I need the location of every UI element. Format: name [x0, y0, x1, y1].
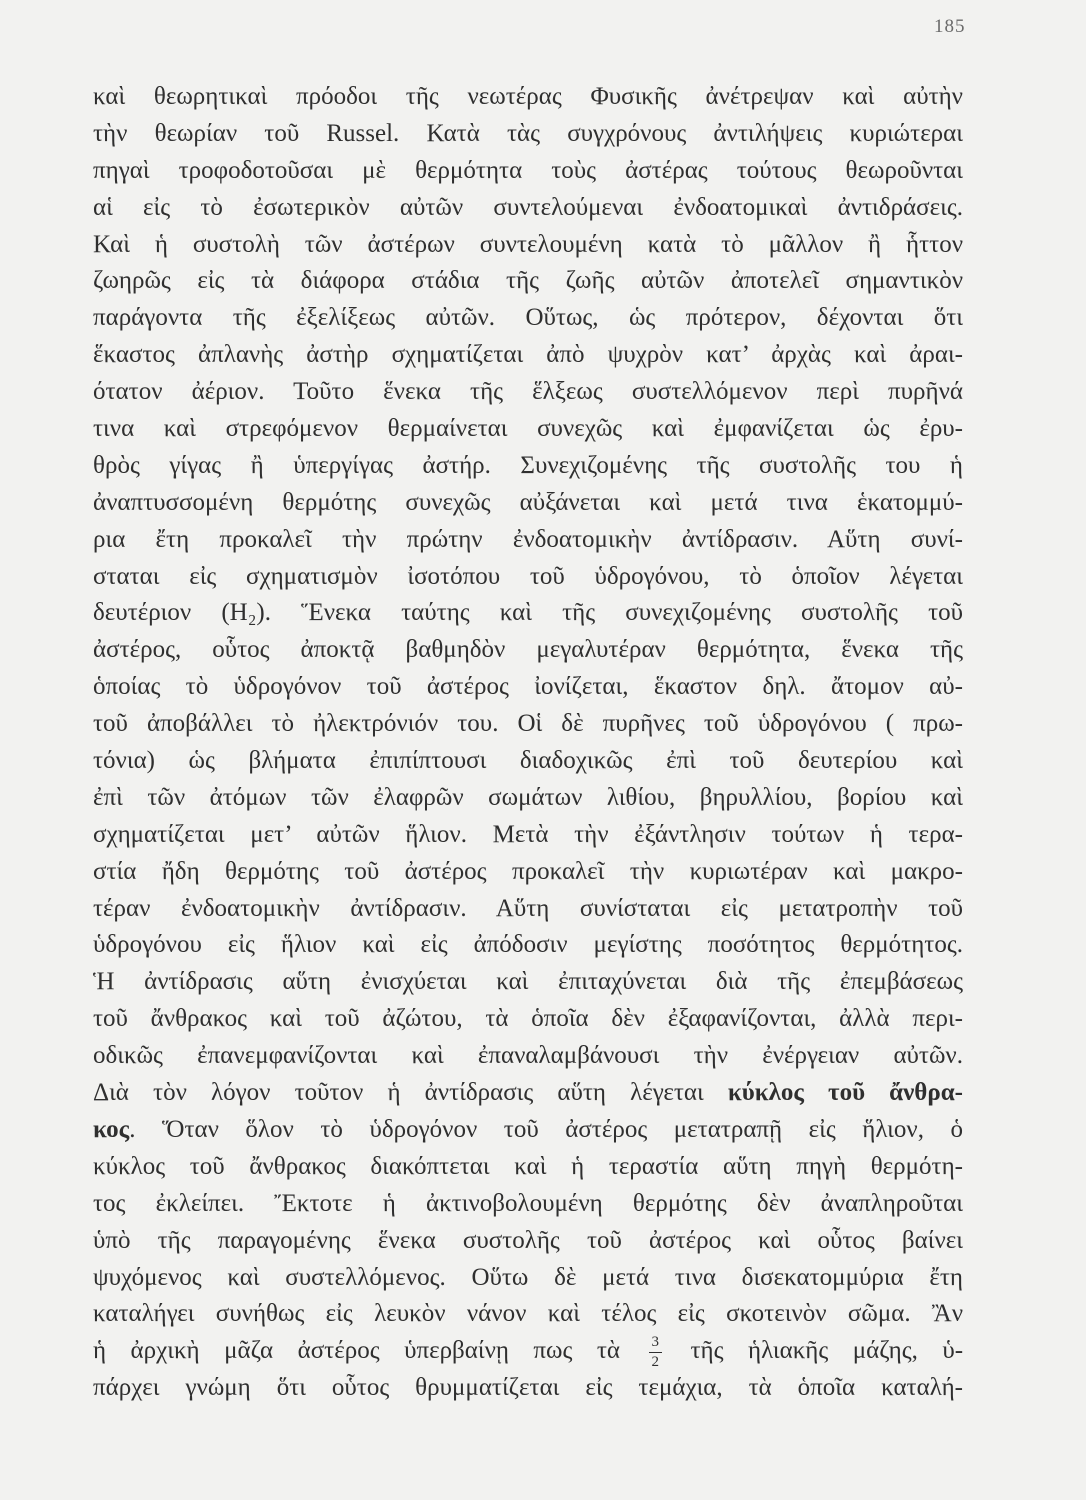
text-line: τέραν ἐνδοατομικὴν ἀντίδρασιν. Αὕτη συνίσταται εἰς μετατροπὴν τοῦ: [93, 894, 963, 922]
text-line: τοῦ ἄνθρακος καὶ τοῦ ἀζώτου, τὰ ὁποῖα δὲν ἐξαφανίζονται, ἀλλὰ περι-: [93, 1005, 963, 1033]
text-segment: τῆς ἡλιακῆς μάζης, ὑ-: [690, 1337, 964, 1365]
text-line: ὑδρογόνου εἰς ἥλιον καὶ εἰς ἀπόδοσιν μεγίστης ποσότητος θερμότητος.: [93, 931, 963, 959]
text-line: ότατον ἀέριον. Τοῦτο ἕνεκα τῆς ἕλξεως συστελλόμενον περὶ πυρῆνά: [93, 378, 963, 406]
text-line: τος ἐκλείπει. Ἔκτοτε ἡ ἀκτινοβολουμένη θερμότης δὲν ἀναπληροῦται: [93, 1189, 963, 1217]
text-line: ψυχόμενος καὶ συστελλόμενος. Οὕτω δὲ μετά τινα δισεκατομμύρια ἔτη: [93, 1263, 963, 1291]
text-line: καὶ θεωρητικαὶ πρόοδοι τῆς νεωτέρας Φυσικῆς ἀνέτρεψαν καὶ αὐτὴν: [93, 83, 963, 110]
bold-term: κος: [93, 1115, 130, 1143]
text-line: σταται εἰς σχηματισμὸν ἰσοτόπου τοῦ ὑδρογόνου, τὸ ὁποῖον λέγεται: [93, 562, 963, 590]
page-body-text: [93, 79, 963, 1407]
text-line: πηγαὶ τροφοδοτοῦσαι μὲ θερμότητα τοὺς ἀστέρας τούτους θεωροῦνται: [93, 156, 963, 184]
text-line: ἕκαστος ἀπλανὴς ἀστὴρ σχηματίζεται ἀπὸ ψυχρὸν κατ’ ἀρχὰς καὶ ἀραι-: [93, 341, 963, 369]
text-line: ἀστέρος, οὗτος ἀποκτᾷ βαθμηδὸν μεγαλυτέραν θερμότητα, ἕνεκα τῆς: [93, 636, 963, 664]
text-line: τὴν θεωρίαν τοῦ Russel. Κατὰ τὰς συγχρόνους ἀντιλήψεις κυριώτεραι: [93, 119, 963, 147]
text-line: Ἡ ἀντίδρασις αὕτη ἐνισχύεται καὶ ἐπιταχύνεται διὰ τῆς ἐπεμβάσεως: [93, 968, 963, 996]
text-line: τοῦ ἀποβάλλει τὸ ἠλεκτρόνιόν του. Οἱ δὲ πυρῆνες τοῦ ὑδρογόνου ( πρω-: [93, 710, 963, 738]
text-line: σχηματίζεται μετ’ αὐτῶν ἥλιον. Μετὰ τὴν ἐξάντλησιν τούτων ἡ τερα-: [93, 820, 963, 848]
text-line: θρὸς γίγας ἢ ὑπεργίγας ἀστήρ. Συνεχιζομένης τῆς συστολῆς του ἡ: [93, 451, 963, 479]
text-line: ζωηρῶς εἰς τὰ διάφορα στάδια τῆς ζωῆς αὐτῶν ἀποτελεῖ σημαντικὸν: [93, 267, 963, 295]
text-line: πάρχει γνώμη ὅτι οὗτος θρυμματίζεται εἰς τεμάχια, τὰ ὁποῖα καταλή-: [93, 1374, 963, 1402]
text-line: ἀναπτυσσομένη θερμότης συνεχῶς αὐξάνεται καὶ μετά τινα ἑκατομμύ-: [93, 488, 963, 516]
text-segment: Διὰ τὸν λόγον τοῦτον ἡ ἀντίδρασις αὕτη λέγεται: [93, 1079, 704, 1107]
text-line: τόνια) ὡς βλήματα ἐπιπίπτουσι διαδοχικῶς ἐπὶ τοῦ δευτερίου καὶ: [93, 747, 963, 775]
text-line: ὑπὸ τῆς παραγομένης ἕνεκα συστολῆς τοῦ ἀστέρος καὶ οὗτος βαίνει: [93, 1226, 963, 1254]
text-segment: ἡ ἀρχικὴ μᾶζα ἀστέρος ὑπερβαίνῃ πως τὰ: [93, 1337, 621, 1365]
text-line: αἱ εἰς τὸ ἐσωτερικὸν αὐτῶν συντελούμεναι ἐνδοατομικαὶ ἀντιδράσεις.: [93, 193, 963, 221]
text-line: ὁποίας τὸ ὑδρογόνον τοῦ ἀστέρος ἰονίζεται, ἕκαστον δηλ. ἄτομον αὐ-: [93, 673, 963, 701]
text-line: ἐπὶ τῶν ἀτόμων τῶν ἐλαφρῶν σωμάτων λιθίου, βηρυλλίου, βορίου καὶ: [93, 783, 963, 811]
text-line: [93, 1333, 963, 1370]
fraction-denominator: 2: [649, 1352, 663, 1370]
text-segment: . Ὅταν ὅλον τὸ ὑδρογόνον τοῦ ἀστέρος μετατραπῇ εἰς ἥλιον, ὁ: [129, 1115, 963, 1143]
text-line: οδικῶς ἐπανεμφανίζονται καὶ ἐπαναλαμβάνουσι τὴν ἐνέργειαν αὐτῶν.: [93, 1042, 963, 1070]
bold-term: κύκλος τοῦ ἄνθρα-: [727, 1079, 964, 1107]
text-line: στία ἤδη θερμότης τοῦ ἀστέρος προκαλεῖ τὴν κυριωτέραν καὶ μακρο-: [93, 857, 963, 885]
text-line: παράγοντα τῆς ἐξελίξεως αὐτῶν. Οὕτως, ὡς πρότερον, δέχονται ὅτι: [93, 304, 963, 332]
fraction-numerator: 3: [651, 1334, 660, 1351]
text-line: δευτέριον (H₂). Ἕνεκα ταύτης καὶ τῆς συνεχιζομένης συστολῆς τοῦ: [93, 599, 963, 627]
text-line: τινα καὶ στρεφόμενον θερμαίνεται συνεχῶς καὶ ἐμφανίζεται ὡς ἐρυ-: [93, 415, 963, 443]
text-line: καταλήγει συνήθως εἰς λευκὸν νάνον καὶ τέλος εἰς σκοτεινὸν σῶμα. Ἂν: [93, 1300, 963, 1328]
page-number: 185: [934, 16, 966, 37]
fraction: [649, 1335, 663, 1370]
text-line: [93, 1112, 963, 1149]
text-line: [93, 1075, 963, 1112]
text-line: ρια ἔτη προκαλεῖ τὴν πρώτην ἐνδοατομικὴν ἀντίδρασιν. Αὕτη συνί-: [93, 525, 963, 553]
text-line: Καὶ ἡ συστολὴ τῶν ἀστέρων συντελουμένη κατὰ τὸ μᾶλλον ἢ ἧττον: [93, 230, 963, 258]
text-line: κύκλος τοῦ ἄνθρακος διακόπτεται καὶ ἡ τεραστία αὕτη πηγὴ θερμότη-: [93, 1152, 963, 1180]
